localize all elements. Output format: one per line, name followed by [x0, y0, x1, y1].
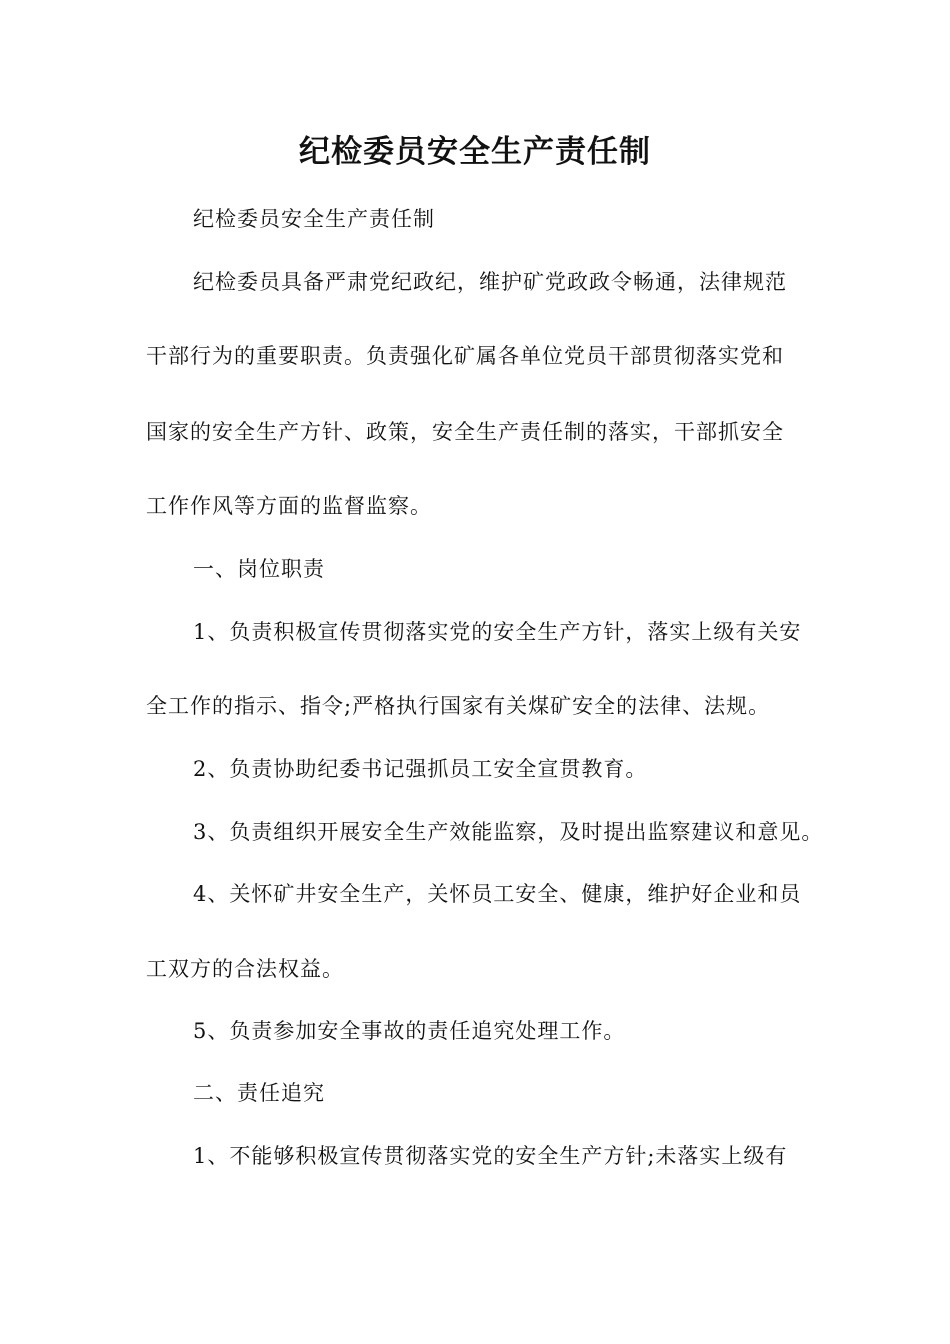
subtitle-line: 纪检委员安全生产责任制 — [193, 207, 435, 231]
paragraph-line: 2、负责协助纪委书记强抓员工安全宣贯教育。 — [193, 757, 648, 781]
paragraph-line: 1、不能够积极宣传贯彻落实党的安全生产方针;未落实上级有 — [193, 1144, 788, 1168]
paragraph-line: 工作作风等方面的监督监察。 — [146, 494, 432, 518]
paragraph-line: 3、负责组织开展安全生产效能监察，及时提出监察建议和意见。 — [193, 820, 824, 844]
paragraph-line: 纪检委员具备严肃党纪政纪，维护矿党政政令畅通，法律规范 — [193, 270, 787, 294]
paragraph-line: 全工作的指示、指令;严格执行国家有关煤矿安全的法律、法规。 — [146, 694, 771, 718]
paragraph-line: 干部行为的重要职责。负责强化矿属各单位党员干部贯彻落实党和 — [146, 344, 784, 368]
paragraph-line: 5、负责参加安全事故的责任追究处理工作。 — [193, 1019, 626, 1043]
paragraph-line: 国家的安全生产方针、政策，安全生产责任制的落实，干部抓安全 — [146, 420, 784, 444]
paragraph-line: 工双方的合法权益。 — [146, 957, 344, 981]
section-heading: 一、岗位职责 — [193, 557, 325, 581]
section-heading: 二、责任追究 — [193, 1081, 325, 1105]
document-title: 纪检委员安全生产责任制 — [299, 134, 651, 170]
paragraph-line: 4、关怀矿井安全生产，关怀员工安全、健康，维护好企业和员 — [193, 882, 802, 906]
paragraph-line: 1、负责积极宣传贯彻落实党的安全生产方针，落实上级有关安 — [193, 620, 802, 644]
